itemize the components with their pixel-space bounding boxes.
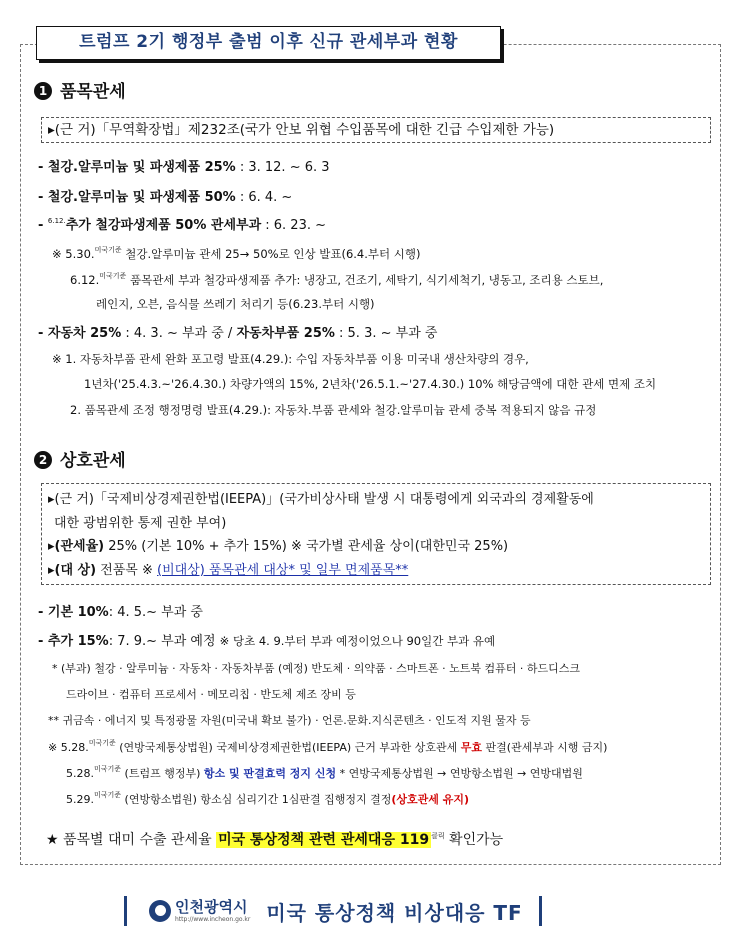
note-530 bbox=[52, 245, 420, 262]
court-note-1-end: 판결(관세부과 시행 금지) bbox=[482, 741, 608, 754]
auto-parts-label: 자동차부품 25% bbox=[236, 326, 335, 341]
basic-rate-text: : 4. 5.~ 부과 중 bbox=[108, 605, 203, 620]
court-note-2-appeal: 항소 및 판결효력 정지 신청 bbox=[203, 767, 337, 780]
logo-text bbox=[175, 897, 251, 923]
note-530-text: 철강.알루미늄 관세 25→ 50%로 인상 발표(6.4.부터 시행) bbox=[121, 247, 421, 261]
auto-note-1: ※ 1. 자동차부품 관세 완화 포고령 발표(4.29.): 수입 자동차부품 이용 미국내 생산차량의 경우, bbox=[52, 352, 529, 366]
note-612-prefix: 6.12. bbox=[70, 273, 100, 287]
auto-end: : 5. 3. ~ 부과 중 bbox=[334, 326, 438, 341]
footer-bar-right bbox=[539, 896, 542, 926]
page-title: 트럼프 2기 행정부 출범 이후 신규 관세부과 현황 bbox=[36, 26, 501, 60]
note-612-sup: 미국기준 bbox=[99, 272, 127, 280]
section-1-number: 1 bbox=[34, 82, 52, 100]
derivative-label: 추가 철강파생제품 50% 관세부과 bbox=[65, 218, 262, 233]
auto-line bbox=[38, 322, 437, 341]
target-text: 전품목 ※ bbox=[96, 562, 158, 578]
derivative-dash: - bbox=[38, 218, 48, 233]
basic-rate-label: - 기본 10% bbox=[38, 605, 109, 620]
court-note-1 bbox=[48, 738, 607, 755]
auto-label: - 자동차 25% bbox=[38, 326, 122, 341]
court-note-3-text: (연방항소법원) 항소심 심리기간 1심판결 집행정지 결정 bbox=[121, 793, 392, 806]
target-label: ▸(대 상) bbox=[48, 562, 97, 578]
court-note-1-text: (연방국제통상법원) 국제비상경제권한법(IEEPA) 근거 부과한 상호관세 bbox=[115, 741, 461, 754]
court-note-1-invalid: 무효 bbox=[460, 741, 483, 754]
note-612-cont: 레인지, 오븐, 음식물 쓰레기 처리기 등(6.23.부터 시행) bbox=[96, 297, 375, 311]
note-612-text: 품목관세 부과 철강파생제품 추가: 냉장고, 건조기, 세탁기, 식기세척기, 냉동고, 조리용 스토브, bbox=[126, 273, 604, 287]
star-note-1: * (부과) 철강 · 알루미늄 · 자동차 · 자동차부품 (예정) 반도체 · 의약품 · 스마트폰 · 노트북 컴퓨터 · 하드디스크 bbox=[52, 662, 580, 675]
court-note-3-sup: 미국기준 bbox=[94, 791, 122, 799]
derivative-sup: 6.12. bbox=[47, 217, 66, 225]
star-icon: ★ bbox=[46, 832, 59, 848]
info-line bbox=[46, 829, 503, 849]
info-text: 품목별 대미 수출 관세율 bbox=[58, 832, 217, 848]
add-rate-note: ※ 당초 4. 9.부터 부과 예정이었으나 90일간 부과 유예 bbox=[219, 634, 496, 648]
court-note-1-sup: 미국기준 bbox=[88, 739, 116, 747]
derivative-line bbox=[38, 214, 326, 233]
rate-text: 25% (기본 10% + 추가 15%) ※ 국가별 관세율 상이(대한민국 25%) bbox=[104, 539, 509, 554]
section-1-title: 품목관세 bbox=[60, 82, 126, 102]
court-note-2-end: * 연방국제통상법원 → 연방항소법원 → 연방대법원 bbox=[336, 767, 583, 780]
footer-bar-left bbox=[124, 896, 127, 926]
click-sup: 클릭 bbox=[431, 832, 445, 840]
court-note-2 bbox=[66, 764, 583, 781]
footer-tf-title: 미국 통상정책 비상대응 TF bbox=[266, 900, 523, 925]
add-rate-text: : 7. 9.~ 부과 예정 bbox=[108, 634, 220, 649]
target-link[interactable]: (비대상) 품목관세 대상* 및 일부 면제품목** bbox=[157, 562, 409, 578]
auto-note-2: 2. 품목관세 조정 행정명령 발표(4.29.): 자동차.부품 관세와 철강.알루미늄 관세 중복 적용되지 않음 규정 bbox=[70, 403, 597, 417]
incheon-logo bbox=[149, 897, 251, 923]
note-612 bbox=[70, 271, 603, 288]
section-2-target bbox=[48, 559, 704, 583]
section-2-number: 2 bbox=[34, 451, 52, 469]
auto-mid: : 4. 3. ~ 부과 중 / bbox=[121, 326, 237, 341]
add-rate-line bbox=[38, 630, 495, 649]
star-note-2: ** 귀금속 · 에너지 및 특정광물 자원(미국내 확보 불가) · 언론.문화.지식콘텐츠 · 인도적 지원 물자 등 bbox=[48, 714, 531, 727]
logo-url: http://www.incheon.go.kr bbox=[175, 915, 251, 923]
court-note-1-prefix: ※ 5.28. bbox=[48, 741, 89, 754]
section-2-basis-cont: 대한 광범위한 통제 권한 부여) bbox=[54, 515, 227, 531]
section-2-basis: ▸(근 거)「국제비상경제권한법(IEEPA)」(국가비상사태 발생 시 대통령에게 외국과의 경제활동에 bbox=[48, 492, 594, 507]
section-2-title: 상호관세 bbox=[60, 451, 126, 471]
section-1-basis: ▸(근 거)「무역확장법」제232조(국가 안보 위협 수입품목에 대한 긴급 수입제한 가능) bbox=[41, 117, 711, 143]
court-note-2-sup: 미국기준 bbox=[94, 765, 122, 773]
tariff-119-link[interactable]: 미국 통상정책 관련 관세대응 119 bbox=[218, 832, 430, 848]
section-2-heading bbox=[34, 446, 126, 471]
auto-note-1-cont: 1년차('25.4.3.~'26.4.30.) 차량가액의 15%, 2년차('26.5.1.~'27.4.30.) 10% 해당금액에 대한 관세 면제 조치 bbox=[84, 377, 657, 391]
add-rate-label: - 추가 15% bbox=[38, 634, 109, 649]
note-530-sup: 미국기준 bbox=[94, 246, 122, 254]
incheon-logo-icon bbox=[149, 900, 171, 922]
steel-50-date: : 6. 4. ~ bbox=[235, 190, 293, 205]
court-note-3-maintained: (상호관세 유지) bbox=[391, 793, 470, 806]
basic-rate-line bbox=[38, 601, 203, 620]
steel-25-date: : 3. 12. ~ 6. 3 bbox=[235, 160, 330, 175]
star-note-1-cont: 드라이브 · 컴퓨터 프로세서 · 메모리칩 · 반도체 제조 장비 등 bbox=[66, 688, 356, 701]
steel-25-label: - 철강.알루미늄 및 파생제품 25% bbox=[38, 160, 236, 175]
note-530-prefix: ※ 5.30. bbox=[52, 247, 95, 261]
section-1-heading bbox=[34, 77, 126, 102]
rate-label: ▸(관세율) bbox=[48, 539, 105, 554]
court-note-3-prefix: 5.29. bbox=[66, 793, 94, 806]
section-2-rate bbox=[48, 535, 704, 559]
steel-25-line bbox=[38, 156, 330, 175]
steel-50-label: - 철강.알루미늄 및 파생제품 50% bbox=[38, 190, 236, 205]
court-note-3 bbox=[66, 790, 469, 807]
steel-50-line bbox=[38, 186, 292, 205]
court-note-2-text: (트럼프 행정부) bbox=[121, 767, 204, 780]
footer bbox=[124, 893, 624, 929]
section-2-basis-box bbox=[41, 483, 711, 585]
info-end: 확인가능 bbox=[444, 832, 504, 848]
derivative-date: : 6. 23. ~ bbox=[261, 218, 327, 233]
court-note-2-prefix: 5.28. bbox=[66, 767, 94, 780]
logo-org-name: 인천광역시 bbox=[175, 897, 248, 916]
